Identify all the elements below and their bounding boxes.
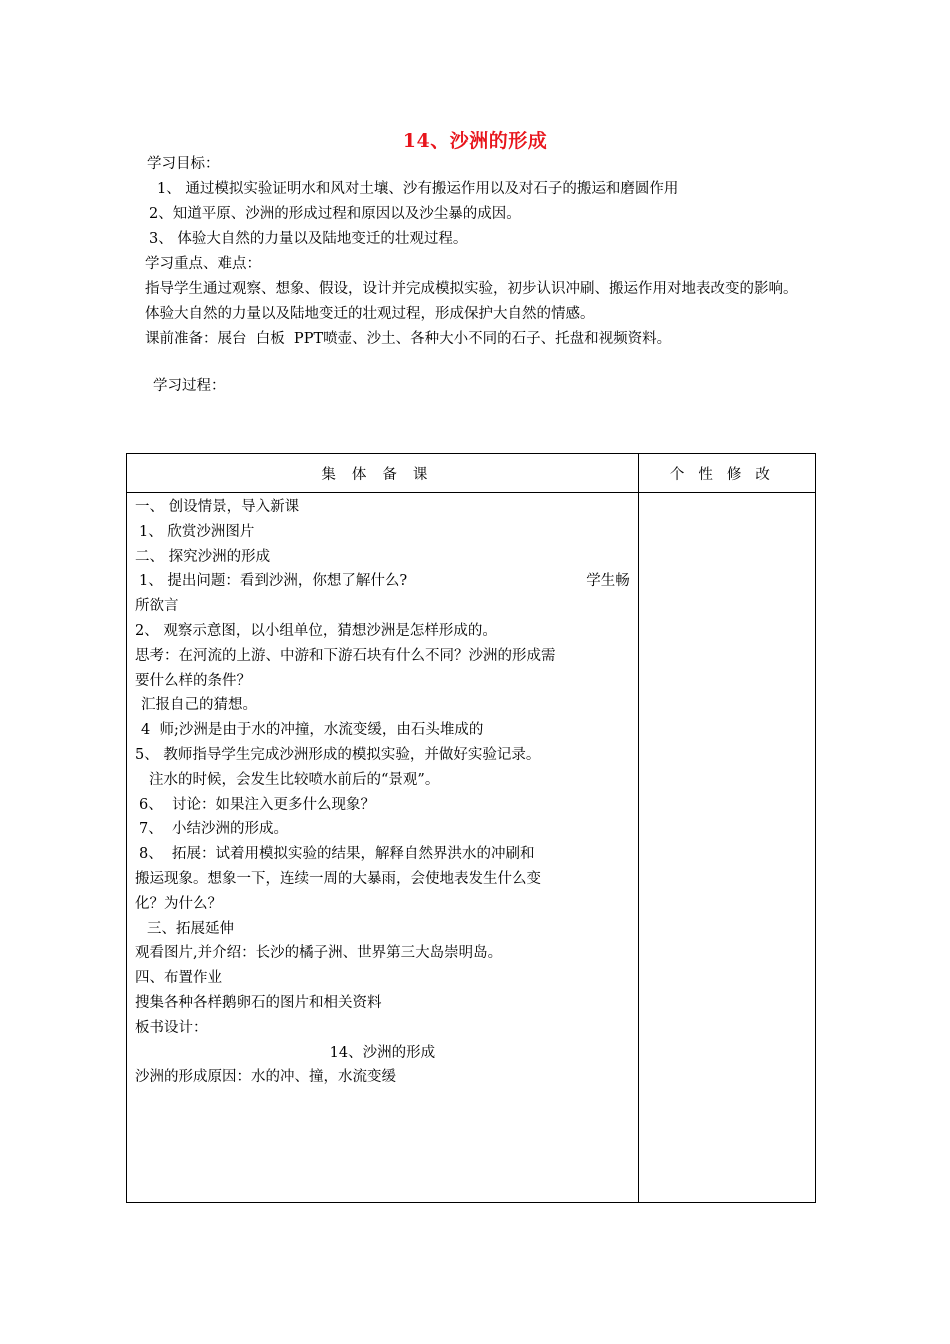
goal-1: 1、 通过模拟实验证明水和风对土壤、沙有搬运作用以及对石子的搬运和磨圆作用 bbox=[157, 181, 679, 197]
lesson-table bbox=[126, 453, 816, 1203]
header-personal-revision: 个性修改 bbox=[638, 454, 815, 493]
content-line: 思考：在河流的上游、中游和下游石块有什么不同？沙洲的形成需 bbox=[135, 647, 556, 664]
goal-3: 3、 体验大自然的力量以及陆地变迁的壮观过程。 bbox=[149, 231, 468, 247]
table-body-row bbox=[127, 493, 816, 1203]
content-line: 搬运现象。想象一下，连续一周的大暴雨，会使地表发生什么变 bbox=[135, 870, 541, 887]
page-title: 14、沙洲的形成 bbox=[402, 130, 548, 152]
content-line: 搜集各种各样鹅卵石的图片和相关资料 bbox=[135, 994, 382, 1011]
blackboard-title: 14、沙洲的形成 bbox=[329, 1044, 436, 1061]
goals-heading: 学习目标： bbox=[147, 156, 220, 172]
content-line: 三、拓展延伸 bbox=[147, 920, 234, 937]
content-line: 1、 欣赏沙洲图片 bbox=[139, 523, 255, 540]
content-line: 汇报自己的猜想。 bbox=[141, 697, 257, 714]
personal-revision-cell bbox=[638, 493, 815, 1203]
goal-2: 2、知道平原、沙洲的形成过程和原因以及沙尘暴的成因。 bbox=[149, 206, 521, 222]
content-line: 5、 教师指导学生完成沙洲形成的模拟实验，并做好实验记录。 bbox=[135, 746, 541, 763]
content-line bbox=[135, 569, 630, 594]
content-line: 所欲言 bbox=[135, 598, 179, 615]
content-line: 8、 拓展：试着用模拟实验的结果，解释自然界洪水的冲刷和 bbox=[139, 846, 535, 863]
content-line: 6、 讨论：如果注入更多什么现象？ bbox=[139, 796, 375, 813]
key-point-2: 体验大自然的力量以及陆地变迁的壮观过程，形成保护大自然的情感。 bbox=[145, 306, 595, 322]
content-line: 板书设计： bbox=[135, 1019, 208, 1036]
content-line: 注水的时候，会发生比较喷水前后的“景观”。 bbox=[149, 771, 440, 788]
content-line: 2、 观察示意图，以小组单位，猜想沙洲是怎样形成的。 bbox=[135, 622, 497, 639]
content-line: 要什么样的条件？ bbox=[135, 672, 251, 689]
table-header-row bbox=[127, 454, 816, 493]
content-line: 观看图片,并介绍：长沙的橘子洲、世界第三大岛崇明岛。 bbox=[135, 945, 503, 962]
content-line: 4 师;沙洲是由于水的冲撞，水流变缓，由石头堆成的 bbox=[141, 722, 484, 739]
content-line: 7、 小结沙洲的形成。 bbox=[139, 821, 288, 838]
process-heading: 学习过程： bbox=[153, 378, 226, 394]
content-line: 四、布置作业 bbox=[135, 970, 222, 987]
intro-section bbox=[145, 152, 815, 399]
collective-prep-cell bbox=[127, 493, 639, 1203]
spacer bbox=[145, 352, 815, 374]
key-point-1: 指导学生通过观察、想象、假设，设计并完成模拟实验，初步认识冲刷、搬运作用对地表改变的影响。 bbox=[145, 281, 798, 297]
key-heading: 学习重点、难点： bbox=[145, 256, 261, 272]
content-line: 二、 探究沙洲的形成 bbox=[135, 548, 271, 565]
content-line-part: 学生畅 bbox=[586, 573, 630, 590]
content-line: 化？为什么？ bbox=[135, 895, 222, 912]
content-line: 沙洲的形成原因：水的冲、撞，水流变缓 bbox=[135, 1069, 396, 1086]
content-line-part: 1、 提出问题：看到沙洲，你想了解什么? bbox=[139, 573, 408, 590]
header-collective-prep: 集体备课 bbox=[127, 454, 639, 493]
content-line: 一、 创设情景，导入新课 bbox=[135, 499, 300, 515]
preparation: 课前准备：展台 白板 PPT喷壶、沙土、各种大小不同的石子、托盘和视频资料。 bbox=[145, 331, 672, 347]
